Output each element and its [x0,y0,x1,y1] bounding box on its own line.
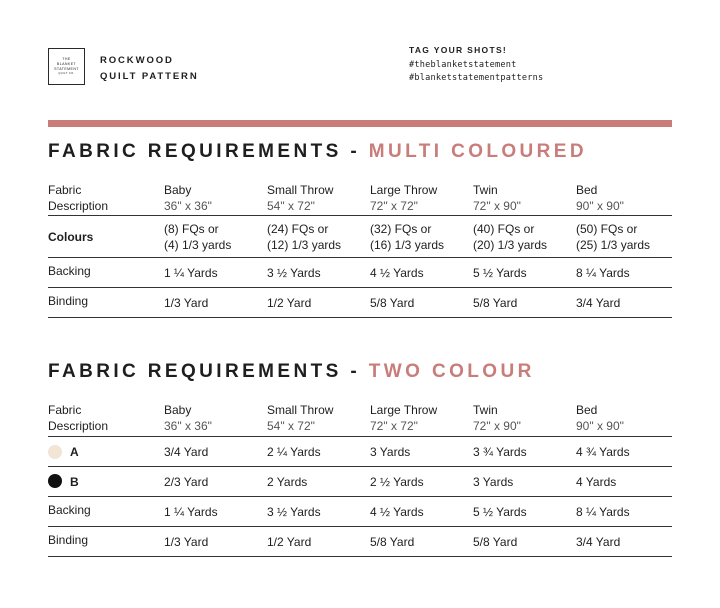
table-cell: 4 ½ Yards [370,505,424,519]
section-heading-two-colour [48,361,535,383]
table-header-row [48,400,672,437]
size-header [370,182,437,214]
pattern-title [100,53,199,85]
size-name: Large Throw [370,183,438,197]
table-row-colours [48,216,672,258]
header-label [48,402,108,434]
row-label: Backing [48,264,91,278]
table-cell: 3 ¾ Yards [473,445,527,459]
size-dims: 54" x 72" [267,199,315,213]
size-name: Twin [473,403,498,417]
table-row-backing [48,258,672,288]
table-row-fabric-b [48,467,672,497]
table-cell: 5/8 Yard [473,535,518,549]
table-cell: 8 ¼ Yards [576,266,630,280]
swatch-b-icon [48,474,62,488]
table-cell: 8 ¼ Yards [576,505,630,519]
size-header [473,402,521,434]
table-cell: 1/2 Yard [267,296,312,310]
row-label: Colours [48,230,94,244]
table-cell [267,221,341,253]
size-header [267,182,333,214]
size-dims: 72" x 72" [370,199,418,213]
row-label: B [70,475,79,489]
size-name: Baby [164,183,192,197]
size-name: Large Throw [370,403,438,417]
table-cell: 4 ¾ Yards [576,445,630,459]
table-cell [576,221,650,253]
table-cell: 1/3 Yard [164,535,209,549]
tag-title: TAG YOUR SHOTS! [409,45,508,55]
heading-main: FABRIC REQUIREMENTS - [48,141,369,162]
header-label-line: Fabric [48,403,82,417]
table-cell: 5 ½ Yards [473,505,527,519]
size-dims: 90" x 90" [576,199,624,213]
hashtag-link: #theblanketstatement [409,60,517,70]
table-cell: 2/3 Yard [164,475,209,489]
header-label-line: Fabric [48,183,82,197]
cell-line: (4) 1/3 yards [164,238,232,252]
cell-line: (20) 1/3 yards [473,238,548,252]
cell-line: (8) FQs or [164,222,219,236]
table-cell [473,221,547,253]
header-label-line: Description [48,419,109,433]
row-label: Binding [48,294,89,308]
logo-sub: QUILT CO. [58,72,75,75]
size-header [164,182,212,214]
tag-block [409,45,543,85]
size-name: Small Throw [267,183,334,197]
table-cell: 3/4 Yard [576,535,621,549]
table-cell: 1/2 Yard [267,535,312,549]
size-header [370,402,437,434]
table-cell: 3/4 Yard [164,445,209,459]
brand-logo [48,48,85,85]
size-dims: 90" x 90" [576,419,624,433]
table-cell: 3 ½ Yards [267,266,321,280]
heading-accent: MULTI COLOURED [368,141,587,162]
size-name: Bed [576,183,598,197]
size-name: Baby [164,403,192,417]
header-label [48,182,108,214]
table-row-backing [48,497,672,527]
row-label: Binding [48,533,89,547]
table-cell: 5/8 Yard [473,296,518,310]
cell-line: (50) FQs or [576,222,638,236]
size-header [576,402,624,434]
table-cell: 4 ½ Yards [370,266,424,280]
table-cell: 3 Yards [370,445,411,459]
size-name: Small Throw [267,403,334,417]
table-cell: 3 ½ Yards [267,505,321,519]
section-heading-multi [48,141,587,163]
size-dims: 36" x 36" [164,419,212,433]
pattern-name: ROCKWOOD [100,55,174,66]
table-cell: 5/8 Yard [370,296,415,310]
table-row-binding [48,288,672,318]
cell-line: (25) 1/3 yards [576,238,651,252]
pattern-type: QUILT PATTERN [100,71,199,82]
table-cell: 1 ¼ Yards [164,266,218,280]
table-cell: 2 ¼ Yards [267,445,321,459]
table-row-binding [48,527,672,557]
table-cell: 1/3 Yard [164,296,209,310]
heading-accent: TWO COLOUR [368,361,535,382]
logo-line: THE [62,57,71,61]
table-header-row [48,180,672,216]
cell-line: (40) FQs or [473,222,535,236]
table-cell: 1 ¼ Yards [164,505,218,519]
requirements-table-two-colour [48,400,672,557]
table-cell: 2 ½ Yards [370,475,424,489]
logo-line: BLANKET [56,62,77,66]
table-row-fabric-a [48,437,672,467]
cell-line: (32) FQs or [370,222,432,236]
swatch-a-icon [48,445,62,459]
cell-line: (16) 1/3 yards [370,238,445,252]
table-cell: 4 Yards [576,475,617,489]
table-cell: 2 Yards [267,475,308,489]
size-name: Bed [576,403,598,417]
table-cell: 5 ½ Yards [473,266,527,280]
size-dims: 36" x 36" [164,199,212,213]
logo-line: STATEMENT [54,67,79,71]
size-header [164,402,212,434]
size-header [576,182,624,214]
table-cell: 3 Yards [473,475,514,489]
row-label: Backing [48,503,91,517]
cell-line: (12) 1/3 yards [267,238,342,252]
size-header [267,402,333,434]
cell-line: (24) FQs or [267,222,329,236]
size-name: Twin [473,183,498,197]
size-dims: 72" x 90" [473,419,521,433]
table-cell [164,221,231,253]
requirements-table-multi [48,180,672,318]
size-dims: 72" x 72" [370,419,418,433]
table-cell [370,221,444,253]
table-cell: 3/4 Yard [576,296,621,310]
heading-main: FABRIC REQUIREMENTS - [48,361,369,382]
row-label: A [70,445,79,459]
size-dims: 54" x 72" [267,419,315,433]
divider-bar [48,120,672,127]
size-header [473,182,521,214]
table-cell: 5/8 Yard [370,535,415,549]
size-dims: 72" x 90" [473,199,521,213]
header-label-line: Description [48,199,109,213]
hashtag-link: #blanketstatementpatterns [409,73,544,83]
